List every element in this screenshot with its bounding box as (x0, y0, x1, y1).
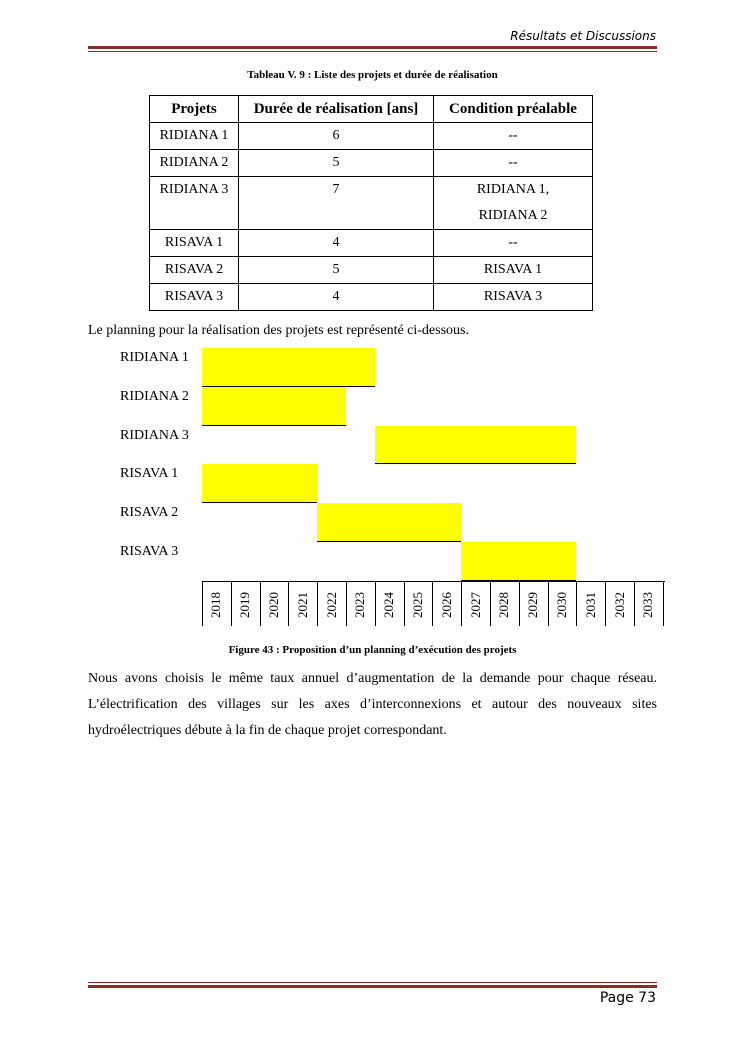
table-row (150, 284, 593, 311)
gantt-bar-edge (317, 541, 461, 542)
gantt-task-label: RISAVA 1 (120, 466, 179, 482)
table-row (150, 177, 593, 230)
gantt-year-label: 2024 (381, 591, 397, 618)
gantt-year-divider (202, 581, 203, 626)
header-rule-thin (88, 51, 657, 52)
gantt-year-divider (375, 581, 376, 626)
gantt-bar (202, 464, 317, 503)
cell-condition: RISAVA 3 (434, 284, 593, 311)
col-header-condition: Condition préalable (434, 96, 593, 123)
gantt-bar-edge (202, 425, 346, 426)
gantt-axis (202, 581, 665, 582)
cell-duree: 4 (239, 284, 434, 311)
gantt-year-divider (260, 581, 261, 626)
cell-duree: 5 (239, 150, 434, 177)
cell-duree: 7 (239, 177, 434, 230)
col-header-duree: Durée de réalisation [ans] (239, 96, 434, 123)
gantt-year-label: 2027 (467, 591, 483, 618)
gantt-year-label: 2031 (582, 591, 598, 618)
gantt-year-divider (288, 581, 289, 626)
gantt-year-divider (576, 581, 577, 626)
gantt-year-divider (490, 581, 491, 626)
cell-condition: -- (434, 150, 593, 177)
cell-projet: RIDIANA 3 (150, 177, 239, 230)
gantt-year-label: 2021 (294, 591, 310, 618)
gantt-year-label: 2018 (208, 591, 224, 618)
gantt-year-label: 2025 (410, 591, 425, 618)
gantt-year-divider (231, 581, 232, 626)
page-number: Page 73 (599, 990, 656, 1006)
gantt-task-label: RISAVA 3 (120, 544, 179, 559)
table-row (150, 150, 593, 177)
table-row (150, 257, 593, 284)
gantt-year-label: 2023 (352, 591, 368, 618)
gantt-year-divider (461, 581, 462, 626)
cell-projet: RIDIANA 1 (150, 123, 239, 150)
gantt-year-divider (432, 581, 433, 626)
cell-projet: RISAVA 2 (150, 257, 239, 284)
gantt-bar-edge (375, 463, 577, 464)
cell-duree: 4 (239, 230, 434, 257)
table-row (150, 123, 593, 150)
table-row (150, 230, 593, 257)
cell-duree: 6 (239, 123, 434, 150)
cell-projet: RISAVA 3 (150, 284, 239, 311)
footer-rule-thin (88, 982, 657, 983)
gantt-year-divider (663, 581, 664, 626)
gantt-bar (202, 387, 346, 426)
projects-table (149, 95, 593, 311)
footer-rule (88, 985, 657, 988)
cell-projet: RIDIANA 2 (150, 150, 239, 177)
gantt-year-divider (548, 581, 549, 626)
gantt-year-label: 2019 (237, 591, 253, 618)
gantt-task-label: RIDIANA 3 (120, 427, 189, 443)
cell-condition: -- (434, 230, 593, 257)
gantt-year-divider (317, 581, 318, 626)
gantt-bar-edge (202, 502, 317, 503)
col-header-projets: Projets (150, 96, 239, 123)
header-rule (88, 46, 657, 49)
gantt-year-divider (519, 581, 520, 626)
gantt-task-label: RISAVA 2 (120, 505, 179, 521)
running-header: Résultats et Discussions (510, 29, 656, 43)
gantt-bar (375, 426, 577, 465)
gantt-year-label: 2033 (640, 591, 656, 618)
gantt-year-divider (634, 581, 635, 626)
table-caption: Tableau V. 9 : Liste des projets et durée de réalisation (247, 69, 498, 81)
cell-condition: RISAVA 1 (434, 257, 593, 284)
gantt-year-label: 2022 (323, 591, 339, 618)
gantt-bar (461, 542, 576, 581)
gantt-year-label: 2029 (525, 591, 541, 618)
figure-caption: Figure 43 : Proposition d’un planning d’exécution des projets (228, 644, 517, 656)
gantt-year-divider (346, 581, 347, 626)
gantt-year-label: 2030 (554, 591, 569, 618)
intro-paragraph: Le planning pour la réalisation des projets est représenté ci-dessous. (88, 323, 469, 338)
gantt-year-label: 2032 (611, 591, 627, 618)
cell-condition: RIDIANA 1, RIDIANA 2 (434, 177, 593, 230)
cell-duree: 5 (239, 257, 434, 284)
gantt-year-label: 2028 (496, 591, 512, 618)
gantt-task-label: RIDIANA 1 (120, 350, 189, 365)
gantt-year-divider (605, 581, 606, 626)
gantt-bar (202, 348, 375, 387)
cell-condition: -- (434, 123, 593, 150)
gantt-year-divider (404, 581, 405, 626)
body-paragraph: Nous avons choisis le même taux annuel d’augmentation de la demande pour chaque réseau. L’électrification des villages sur les axes d’interconnexions et autour des nouveaux sites hydroélectriques débute à la fin de chaque projet correspondant. (88, 671, 657, 738)
cell-projet: RISAVA 1 (150, 230, 239, 257)
gantt-year-label: 2026 (438, 591, 454, 618)
gantt-bar (317, 503, 461, 542)
gantt-year-label: 2020 (266, 591, 281, 618)
gantt-task-label: RIDIANA 2 (120, 388, 189, 404)
